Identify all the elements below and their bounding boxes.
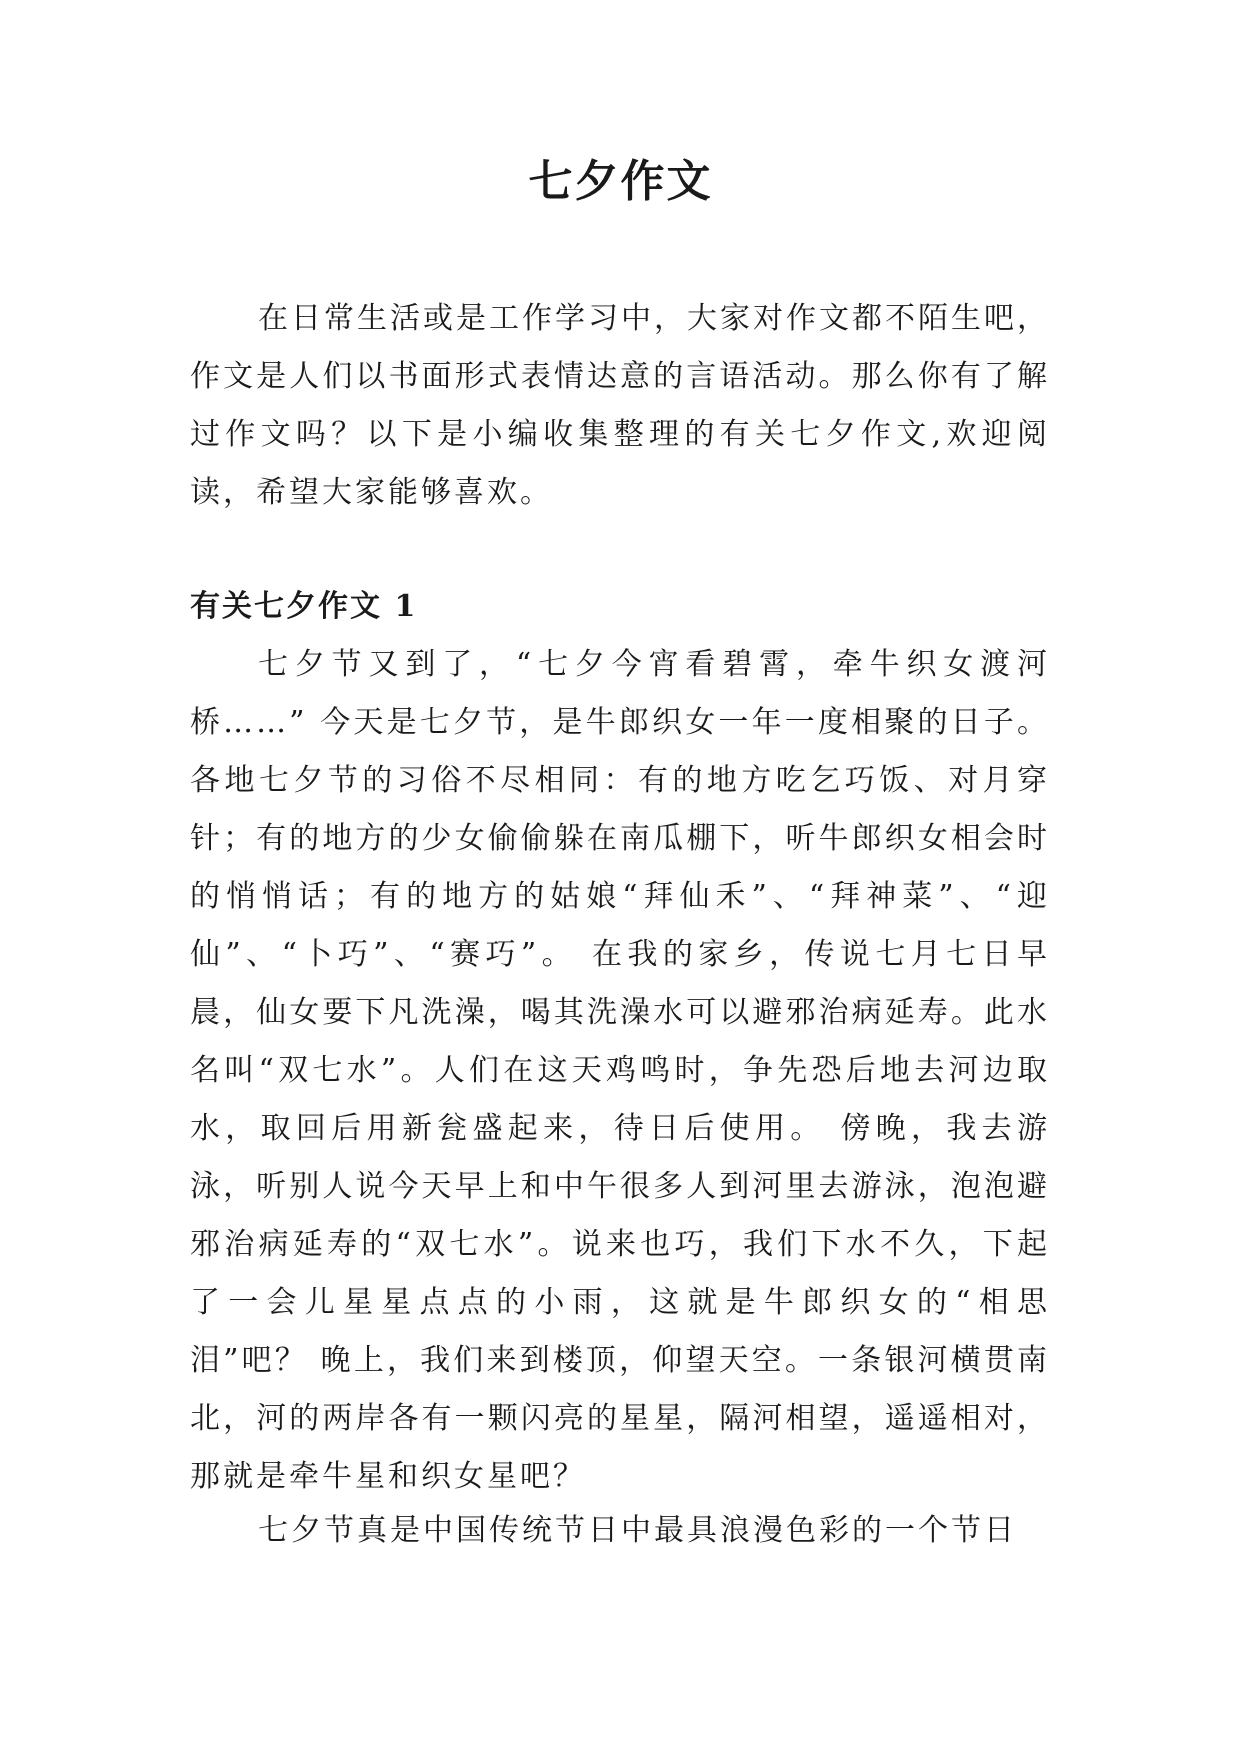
intro-paragraph: 在日常生活或是工作学习中，大家对作文都不陌生吧，作文是人们以书面形式表情达意的言语活动。那么你有了解过作文吗？以下是小编收集整理的有关七夕作文,欢迎阅读，希望大家能够喜欢。 [190,301,1050,510]
section-heading: 有关七夕作文 1 [190,589,418,624]
section-paragraph-2: 七夕节真是中国传统节日中最具浪漫色彩的一个节日 [258,1513,1017,1548]
section-paragraph-1: 七夕节又到了，“七夕今宵看碧霄，牵牛织女渡河桥……” 今天是七夕节，是牛郎织女一年一度相聚的日子。各地七夕节的习俗不尽相同：有的地方吃乞巧饭、对月穿针；有的地方的少女偷偷躲在南瓜棚下，听牛郎织女相会时的悄悄话；有的地方的姑娘“拜仙禾”、“拜神菜”、“迎仙”、“卜巧”、“赛巧”。 在我的家乡，传说七月七日早晨，仙女要下凡洗澡，喝其洗澡水可以避邪治病延寿。此水名叫“双七水”。人们在这天鸡鸣时，争先恐后地去河边取水，取回后用新瓮盛起来，待日后使用。 傍晚，我去游泳，听别人说今天早上和中午很多人到河里去游泳，泡泡避邪治病延寿的“双七水”。说来也巧，我们下水不久，下起了一会儿星星点点的小雨，这就是牛郎织女的“相思泪”吧？ 晚上，我们来到楼顶，仰望天空。一条银河横贯南北，河的两岸各有一颗闪亮的星星，隔河相望，遥遥相对，那就是牵牛星和织女星吧？ [190,647,1050,1494]
document-title: 七夕作文 [528,156,713,207]
